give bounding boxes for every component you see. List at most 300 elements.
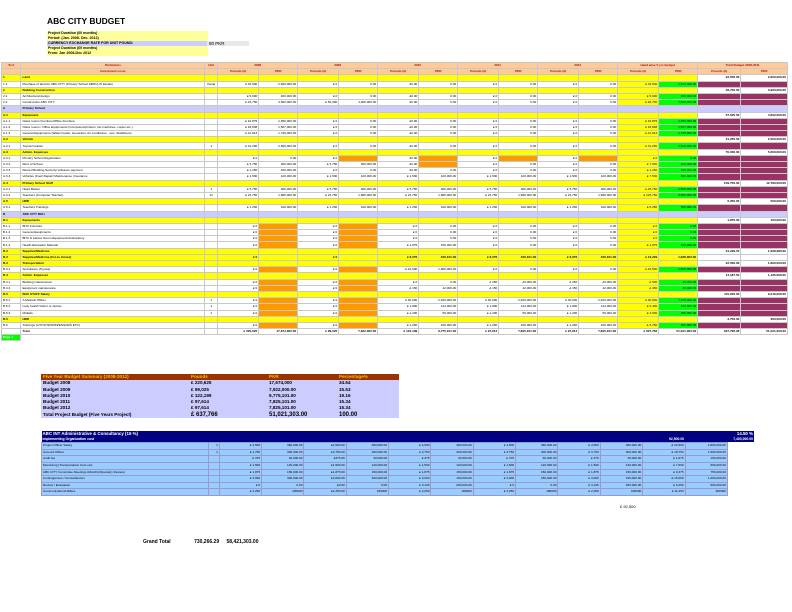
- budget-cell: £ 1,200: [378, 310, 419, 316]
- budget-cell: £ 21,813: [218, 131, 259, 137]
- budget-cell: 0.00: [419, 131, 458, 137]
- budget-cell: £0.00: [378, 124, 419, 130]
- admin-cell: £ 2,250: [219, 489, 261, 496]
- budget-cell: 11: [205, 192, 218, 198]
- admin-cell: 600,000.00: [685, 462, 727, 469]
- budget-cell: BHU Furniture: [21, 223, 205, 229]
- admin-cell: 300,000.00: [262, 476, 304, 483]
- budget-cell: £ 1,500: [218, 174, 259, 180]
- budget-cell: £ 0: [218, 155, 259, 161]
- budget-cell: 1,938,380.00: [741, 248, 788, 254]
- budget-cell: £ 0: [218, 298, 259, 304]
- budget-cell: £ 0: [298, 267, 339, 273]
- budget-cell: £ 0: [458, 223, 499, 229]
- budget-cell: A.1: [2, 112, 21, 118]
- budget-cell: £ 1,500: [538, 174, 579, 180]
- budget-cell: £ 0: [538, 236, 579, 242]
- budget-cell: £ 1,800: [458, 304, 499, 310]
- budget-cell: 51,021,303.00: [659, 329, 698, 335]
- meta-period: Period: (Jan. 2008- Dec. 2012): [47, 36, 208, 41]
- empty-cell: [727, 489, 754, 496]
- budget-cell: £ 0: [298, 322, 339, 328]
- budget-cell: 100,000.00: [259, 168, 298, 174]
- budget-cell: Construction ABC CITY: [21, 100, 205, 106]
- budget-cell: BHU & Labour Room Equipments/Laboratory: [21, 236, 205, 242]
- budget-cell: £0.00: [378, 93, 419, 99]
- budget-cell: £ 30,000: [458, 298, 499, 304]
- budget-cell: B.4.1: [2, 279, 21, 285]
- budget-cell: Teachers Trainings: [21, 205, 205, 211]
- admin-cell: 30,000.00: [346, 456, 388, 463]
- budget-cell: 300,000.00: [419, 186, 458, 192]
- column-header: 2008: [218, 63, 298, 69]
- admin-cell: 180000: [346, 489, 388, 496]
- budget-cell: 637,766.28: [698, 329, 741, 335]
- admin-cell: 0.00: [516, 482, 558, 489]
- admin-cell: 1,200,000.00: [685, 476, 727, 483]
- budget-cell: £ 90,000: [618, 298, 659, 304]
- empty-cell: [727, 469, 754, 476]
- budget-cell: £ 1,800: [538, 304, 579, 310]
- budget-cell: 0.00: [579, 131, 618, 137]
- column-header: 2010: [378, 63, 458, 69]
- budget-cell: A.4: [2, 180, 21, 186]
- budget-cell: 0.00: [419, 118, 458, 124]
- column-subheader: PKR: [741, 69, 788, 75]
- admin-cell: £ 4,500: [219, 443, 261, 450]
- admin-cell: £ 375: [389, 456, 431, 463]
- budget-cell: 0.00: [579, 100, 618, 106]
- budget-cell: £ 8,076: [378, 254, 419, 260]
- budget-cell: 115,200.00: [698, 291, 741, 297]
- budget-cell: £ 0: [538, 124, 579, 130]
- budget-cell: 0.00: [339, 81, 378, 87]
- admin-cell: 150,000.00: [600, 476, 643, 483]
- budget-cell: £ 0: [538, 242, 579, 248]
- budget-cell: £ 0: [378, 236, 419, 242]
- empty-cell: [727, 462, 754, 469]
- budget-cell: 2,600,000.00: [259, 81, 298, 87]
- summary-cell: 100.00: [337, 412, 399, 418]
- budget-cell: 1,500,000.00: [659, 186, 698, 192]
- admin-cell: £ 1,875: [473, 469, 515, 476]
- budget-cell: 0.00: [579, 143, 618, 149]
- budget-cell: £ 24,750: [218, 192, 259, 198]
- budget-cell: 1: [205, 304, 218, 310]
- admin-cell: £ 18,750: [643, 449, 685, 456]
- document-title: ABC CITY BUDGET: [47, 16, 126, 26]
- budget-cell: £ 0: [218, 223, 259, 229]
- budget-cell: £ 0: [298, 242, 339, 248]
- budget-cell: £ 32,500: [618, 81, 659, 87]
- budget-cell: 6,250.00: [698, 199, 741, 205]
- admin-cell: £ 3,750: [558, 449, 600, 456]
- budget-cell: £ 0: [458, 118, 499, 124]
- budget-cell: 120,000.00: [579, 174, 618, 180]
- budget-cell: 144,000.00: [419, 304, 458, 310]
- budget-cell: 0.00: [499, 162, 538, 168]
- budget-cell: 7,922,000.00: [339, 329, 378, 335]
- budget-cell: A.4.1: [2, 186, 21, 192]
- budget-cell: 0.00: [499, 93, 538, 99]
- budget-cell: General Equipments: [21, 230, 205, 236]
- budget-cell: £ 0: [458, 236, 499, 242]
- admin-cell: [209, 456, 220, 463]
- budget-cell: 2,600,000.00: [659, 81, 698, 87]
- budget-cell: 288,000.00: [659, 310, 698, 316]
- empty-cell: [727, 476, 754, 483]
- budget-cell: 150,000.00: [419, 242, 458, 248]
- admin-cell: £ 22,500: [643, 443, 685, 450]
- admin-cell: 250,000.00: [600, 482, 643, 489]
- empty-cell: [741, 335, 788, 341]
- budget-cell: 0.00: [579, 223, 618, 229]
- budget-cell: B.5.3: [2, 310, 21, 316]
- empty-cell: [659, 335, 698, 341]
- empty-cell: [727, 443, 754, 450]
- budget-cell: B.2: [2, 248, 21, 254]
- budget-cell: 5,600,000.00: [741, 149, 788, 155]
- budget-cell: £ 7,500: [618, 162, 659, 168]
- budget-cell: 1: [205, 298, 218, 304]
- budget-cell: 0.00: [419, 236, 458, 242]
- budget-cell: £ 18,838: [618, 124, 659, 130]
- admin-cell: [209, 482, 220, 489]
- admin-cell: 150,000.00: [516, 469, 558, 476]
- budget-cell: £ 0: [458, 267, 499, 273]
- budget-cell: A.3: [2, 149, 21, 155]
- admin-cell: 360,000.00: [431, 443, 473, 450]
- budget-cell: £ 0: [218, 242, 259, 248]
- budget-cell: 36,000.00: [659, 285, 698, 291]
- budget-cell: HRD: [21, 316, 205, 322]
- budget-cell: 646,101.00: [499, 254, 538, 260]
- summary-row: [41, 412, 399, 418]
- admin-title-pct: 14.50 %: [643, 431, 754, 437]
- budget-cell: 0.00: [419, 168, 458, 174]
- budget-cell: A.1.1: [2, 118, 21, 124]
- budget-cell: £ 0: [298, 298, 339, 304]
- budget-cell: 40,000.00: [659, 279, 698, 285]
- admin-cell: £ 4,500: [558, 443, 600, 450]
- budget-cell: £ 0: [458, 162, 499, 168]
- budget-cell: £ 150: [538, 285, 579, 291]
- budget-cell: 100,000.00: [579, 322, 618, 328]
- budget-cell: 1,135,000.00: [741, 273, 788, 279]
- budget-cell: 0.00: [579, 162, 618, 168]
- summary-header-cell: Pounds: [189, 374, 267, 380]
- budget-cell: A.3.1: [2, 155, 21, 161]
- admin-cell: £4,500.00: [304, 443, 346, 450]
- budget-cell: 144,000.00: [579, 304, 618, 310]
- budget-cell: £ 24,750: [378, 192, 419, 198]
- budget-cell: £ 0: [298, 124, 339, 130]
- budget-cell: £ 0: [458, 155, 499, 161]
- budget-cell: £ 0: [538, 93, 579, 99]
- admin-cell: 750,000.00: [685, 469, 727, 476]
- admin-cell: 120,000.00: [431, 462, 473, 469]
- budget-cell: 0.00: [419, 81, 458, 87]
- budget-cell: £ 1,875: [618, 242, 659, 248]
- budget-cell: £ 220,625: [218, 329, 259, 335]
- meta-duration: Project Duration (60 months): [47, 31, 208, 36]
- budget-cell: B.4: [2, 273, 21, 279]
- budget-cell: 20,000.00: [499, 279, 538, 285]
- summary-cell: Budget 2010: [41, 393, 189, 399]
- column-header: Head wise 5 yrs budget: [618, 63, 698, 69]
- budget-cell: 1,980,000.00: [339, 192, 378, 198]
- budget-cell: 0.00: [499, 100, 538, 106]
- admin-cell: 150,000.00: [600, 469, 643, 476]
- budget-cell: £ 122,199: [378, 329, 419, 335]
- admin-cell: 250,000.00: [431, 482, 473, 489]
- admin-sub-pkr: 7,400,000.00: [685, 437, 754, 443]
- empty-cell: [458, 335, 499, 341]
- budget-cell: Building Construction: [21, 87, 205, 93]
- budget-cell: £ 637,766: [618, 329, 659, 335]
- budget-cell: 120,000.00: [499, 174, 538, 180]
- budget-cell: B.1.4: [2, 242, 21, 248]
- budget-cell: £ 0: [298, 131, 339, 137]
- budget-cell: B.1: [2, 217, 21, 223]
- admin-cell: [209, 469, 220, 476]
- budget-cell: £ 1,250: [218, 168, 259, 174]
- budget-cell: £0.00: [378, 162, 419, 168]
- admin-cell: 300,000.00: [600, 449, 643, 456]
- budget-cell: £ 8,076: [458, 254, 499, 260]
- budget-cell: 2,500,000.00: [259, 143, 298, 149]
- budget-cell: £0.00: [378, 131, 419, 137]
- budget-cell: 300,000.00: [499, 186, 538, 192]
- budget-cell: 100,000.00: [659, 168, 698, 174]
- budget-cell: 0.00: [419, 223, 458, 229]
- admin-cell: £ 1,500: [389, 462, 431, 469]
- budget-cell: £ 1,200: [538, 310, 579, 316]
- budget-cell: 2,400,000.00: [579, 298, 618, 304]
- budget-cell: Class rooms Furniture/Office Furniture: [21, 118, 205, 124]
- admin-cell: ABC CITY Committee Meetings (Monthly/Quarterly Review): [42, 469, 209, 476]
- budget-cell: 0.00: [419, 279, 458, 285]
- budget-cell: 7,500,000.00: [659, 100, 698, 106]
- budget-cell: 0.00: [579, 168, 618, 174]
- summary-cell: 15.53: [337, 387, 399, 393]
- budget-cell: £ 7,500: [618, 174, 659, 180]
- budget-cell: 1: [2, 75, 21, 81]
- budget-cell: £ 0: [458, 100, 499, 106]
- budget-cell: HRD: [21, 199, 205, 205]
- column-subheader: PKR: [659, 69, 698, 75]
- column-header: Total Budget 2008-2011: [698, 63, 788, 69]
- admin-cell: 30,000.00: [600, 456, 643, 463]
- admin-cell: 1,500,000.00: [685, 449, 727, 456]
- column-subheader: PKR: [499, 69, 538, 75]
- budget-cell: £ 3,750: [378, 186, 419, 192]
- summary-cell: 34.64: [337, 380, 399, 386]
- budget-cell: £ 99,025: [298, 329, 339, 335]
- budget-cell: £ 22,500: [618, 267, 659, 273]
- budget-cell: 1,800,000.00: [659, 267, 698, 273]
- budget-cell: B.3: [2, 261, 21, 267]
- budget-cell: £ 16,875: [618, 118, 659, 124]
- budget-cell: Teachers (Computer Teacher): [21, 192, 205, 198]
- budget-cell: B.3.1: [2, 267, 21, 273]
- admin-cell: £ 1,875: [558, 469, 600, 476]
- admin-cell: 1: [209, 449, 220, 456]
- admin-cell: £ 4,500: [473, 443, 515, 450]
- admin-cell: £ 0: [219, 482, 261, 489]
- budget-cell: 100,000.00: [499, 322, 538, 328]
- budget-cell: £ 1,250: [538, 322, 579, 328]
- budget-cell: 300,000.00: [579, 186, 618, 192]
- budget-cell: 144,000.00: [499, 304, 538, 310]
- budget-cell: £ 18,838: [218, 124, 259, 130]
- budget-cell: 0.00: [579, 230, 618, 236]
- budget-cell: A.4.2: [2, 192, 21, 198]
- budget-cell: £ 1,250: [218, 205, 259, 211]
- budget-cell: Kanal: [205, 81, 218, 87]
- budget-cell: 24,229.76: [698, 248, 741, 254]
- budget-cell: £ 31,250: [618, 143, 659, 149]
- admin-cell: 1: [209, 443, 220, 450]
- summary-cell: Budget 2009: [41, 387, 189, 393]
- column-subheader: PKR: [419, 69, 458, 75]
- admin-row: [42, 489, 755, 496]
- budget-cell: 0.00: [499, 143, 538, 149]
- budget-cell: £ 97,614: [458, 329, 499, 335]
- admin-cell: 150,000.00: [516, 476, 558, 483]
- budget-cell: Purchase of land for ABC CITY (Primary School &BHU) (5 kanals): [21, 81, 205, 87]
- budget-cell: 51,021,303.00: [741, 329, 788, 335]
- budget-cell: Architectural design: [21, 93, 205, 99]
- budget-cell: £ 1,250: [378, 322, 419, 328]
- empty-cell: [538, 335, 579, 341]
- budget-cell: 100,000.00: [419, 205, 458, 211]
- budget-cell: 0.00: [259, 155, 298, 161]
- admin-cell: 120,000.00: [262, 462, 304, 469]
- budget-cell: £ 0: [458, 230, 499, 236]
- budget-cell: 1: [205, 186, 218, 192]
- admin-cell: £ 4,500: [389, 443, 431, 450]
- admin-cell: [209, 476, 220, 483]
- budget-cell: £ 0: [458, 131, 499, 137]
- admin-cell: £ 1,500: [219, 462, 261, 469]
- budget-cell: £ 24,229: [618, 254, 659, 260]
- budget-cell: £ 500: [618, 279, 659, 285]
- column-subheader: PKR: [579, 69, 618, 75]
- budget-cell: Primary School: [21, 106, 205, 112]
- summary-cell: Total Project Budget (Five Years Project): [41, 412, 189, 418]
- admin-cell: Audit fee: [42, 456, 209, 463]
- budget-cell: 1,938,303.00: [659, 254, 698, 260]
- budget-cell: A.3.3: [2, 168, 21, 174]
- budget-cell: £ 0: [218, 285, 259, 291]
- summary-cell: 15.34: [337, 405, 399, 411]
- budget-cell: £ 22,500: [378, 267, 419, 273]
- budget-cell: £ 1,800: [378, 304, 419, 310]
- budget-cell: £ 0: [538, 230, 579, 236]
- budget-cell: £ 1,250: [538, 205, 579, 211]
- budget-cell: £ 0: [218, 254, 259, 260]
- budget-cell: Lady health Visitor or worker: [21, 304, 205, 310]
- admin-cell: 300,000.00: [346, 476, 388, 483]
- budget-cell: £ 24,750: [538, 192, 579, 198]
- budget-cell: Ambulance (Toyota): [21, 267, 205, 273]
- budget-cell: £ 0: [458, 242, 499, 248]
- admin-cell: £ 1,875: [389, 469, 431, 476]
- column-subheader: Pounds (£): [298, 69, 339, 75]
- empty-cell: [579, 335, 618, 341]
- budget-cell: £ 0: [618, 230, 659, 236]
- admin-cell: £3,750.00: [304, 449, 346, 456]
- summary-header-cell: PKR: [267, 374, 337, 380]
- admin-cell: [209, 489, 220, 496]
- budget-cell: 300,000.00: [259, 186, 298, 192]
- budget-cell: £ 0: [218, 304, 259, 310]
- budget-cell: 159,750.00: [698, 180, 741, 186]
- budget-cell: A.2.1: [2, 143, 21, 149]
- admin-cell: Review / Evaluation: [42, 482, 209, 489]
- empty-cell: [698, 335, 741, 341]
- admin-cell: £1,500.00: [304, 462, 346, 469]
- budget-cell: 96,000.00: [499, 310, 538, 316]
- budget-cell: 0.00: [339, 168, 378, 174]
- budget-cell: £ 1,500: [458, 174, 499, 180]
- budget-cell: B.5: [2, 291, 21, 297]
- summary-cell: £ 122,199: [189, 393, 267, 399]
- admin-cell: £ 6,250: [643, 482, 685, 489]
- budget-cell: 432,000.00: [659, 304, 698, 310]
- budget-cell: £ 1,500: [378, 174, 419, 180]
- budget-cell: 100,000.00: [499, 205, 538, 211]
- admin-cell: 1,800,000.00: [685, 443, 727, 450]
- budget-cell: 1: [205, 143, 218, 149]
- budget-cell: £ 32,500: [218, 81, 259, 87]
- summary-cell: 7,825,101.00: [267, 399, 337, 405]
- grand-total-pounds: 730,266.29: [194, 539, 220, 545]
- budget-cell: 1,875.00: [698, 217, 741, 223]
- admin-cell: £ 1,875: [219, 469, 261, 476]
- budget-cell: 2,400,000.00: [499, 298, 538, 304]
- summary-header-cell: Percentage%: [337, 374, 399, 380]
- admin-cell: 120,000.00: [516, 462, 558, 469]
- empty-cell: [259, 335, 298, 341]
- budget-cell: 1,507,000.00: [659, 124, 698, 130]
- empty-cell: [21, 335, 205, 341]
- budget-cell: 0.00: [499, 267, 538, 273]
- budget-cell: 100,000.00: [259, 205, 298, 211]
- budget-cell: £ 0: [458, 143, 499, 149]
- budget-cell: A.5.1: [2, 205, 21, 211]
- admin-cell: £2,250.00: [304, 489, 346, 496]
- budget-cell: 0.00: [339, 93, 378, 99]
- budget-cell: 0.00: [499, 124, 538, 130]
- budget-cell: Head Master: [21, 186, 205, 192]
- column-subheader: Pounds (£): [618, 69, 659, 75]
- budget-cell: 0.00: [659, 236, 698, 242]
- budget-cell: 9,900,000.00: [659, 192, 698, 198]
- column-header: 2011: [458, 63, 538, 69]
- budget-cell: 7,825,101.00: [579, 329, 618, 335]
- budget-cell: £ 0: [378, 279, 419, 285]
- budget-cell: £ 250: [538, 279, 579, 285]
- admin-subtitle: Implementing Organization cost: [42, 437, 643, 443]
- admin-cell: Monitoring (Transportation Cost etc): [42, 462, 209, 469]
- budget-cell: 1,980,000.00: [499, 192, 538, 198]
- budget-cell: £0.00: [378, 155, 419, 161]
- column-subheader: Pounds (£): [218, 69, 259, 75]
- budget-cell: 0.00: [579, 242, 618, 248]
- summary-cell: Budget 2012: [41, 405, 189, 411]
